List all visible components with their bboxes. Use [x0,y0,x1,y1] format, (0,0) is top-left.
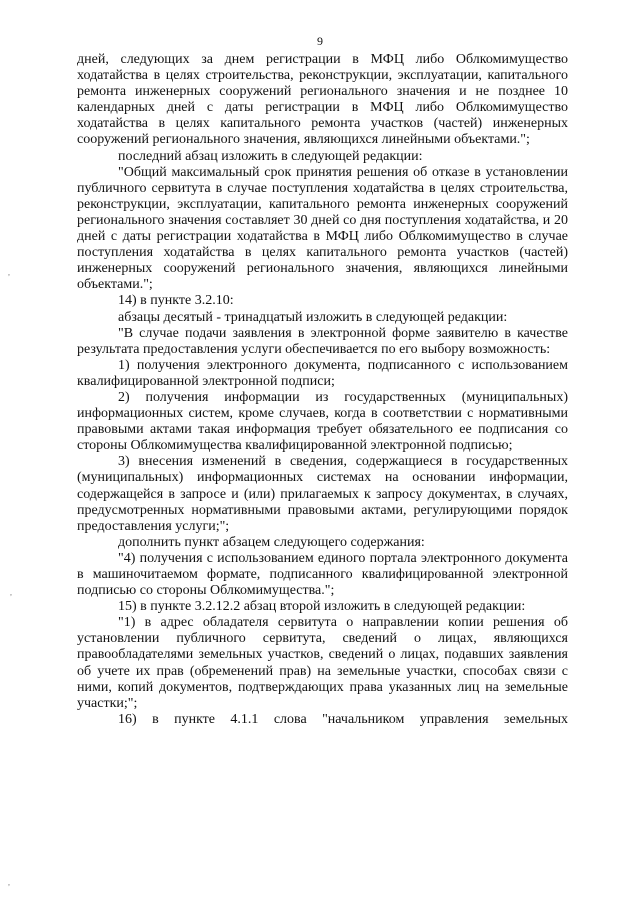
paragraph: 1) получения электронного документа, подписанного с использованием квалифицированной электронной подписи; [77,357,568,389]
scan-speck: , [8,878,10,887]
document-body [77,52,568,728]
paragraph: абзацы десятый - тринадцатый изложить в следующей редакции: [118,309,508,325]
paragraph: 2) получения информации из государственных (муниципальных) информационных систем, кроме случаев, когда в соответствии с нормативными правовыми актами такая информация требует обязательного ее подписания со стороны Облкомимущества квалифицированной электронной подписью; [77,389,568,454]
paragraph: "Общий максимальный срок принятия решения об отказе в установлении публичного сервитута в случае поступления ходатайства в целях строительства, реконструкции, эксплуатации, капитального ремонта инженерных сооружений регионального значения составляет 30 дней со дня поступления ходатайства, и 20 дней с даты регистрации ходатайства в МФЦ либо Облкомимущество в случае поступления ходатайства в целях капитального ремонта участков (частей) инженерных сооружений регионального значения, являющихся линейными объектами."; [77,164,568,293]
paragraph: дней, следующих за днем регистрации в МФЦ либо Облкомимущество ходатайства в целях строительства, реконструкции, эксплуатации, капитального ремонта инженерных сооружений регионального значения и не позднее 10 календарных дней с даты регистрации в МФЦ либо Облкомимущество ходатайства в целях капитального ремонта участков (частей) инженерных сооружений регионального значения, являющихся линейными объектами."; [77,52,568,148]
scan-speck: , [10,588,12,597]
paragraph: "4) получения с использованием единого портала электронного документа в машиночитаемом формате, подписанного квалифицированной электронной подписью со стороны Облкомимущества."; [77,550,568,599]
paragraph: "1) в адрес обладателя сервитута о направлении копии решения об установлении публичного сервитута, сведений о лицах, являющихся правообладателями земельных участков, сведений о лицах, подавших заявления об учете их прав (обременений прав) на земельные участки, способах связи с ними, копий документов, подтверждающих права указанных лиц на земельные участки;"; [77,615,568,711]
paragraph: 3) внесения изменений в сведения, содержащиеся в государственных (муниципальных) информационных системах на основании информации, содержащейся в запросе и (или) прилагаемых к запросу документах, в случаях, предусмотренных нормативными правовыми актами, регулирующими порядок предоставления услуги;"; [77,454,568,534]
paragraph: 14) в пункте 3.2.10: [118,293,234,309]
paragraph: дополнить пункт абзацем следующего содержания: [118,534,425,550]
page-number: 9 [317,34,323,48]
paragraph: 16) в пункте 4.1.1 слова "начальником управления земельных [118,711,568,727]
paragraph: последний абзац изложить в следующей редакции: [118,148,423,164]
scan-speck: , [8,268,10,277]
paragraph: "В случае подачи заявления в электронной форме заявителю в качестве результата предоставления услуги обеспечивается по его выбору возможность: [77,325,568,357]
paragraph: 15) в пункте 3.2.12.2 абзац второй изложить в следующей редакции: [118,599,526,615]
